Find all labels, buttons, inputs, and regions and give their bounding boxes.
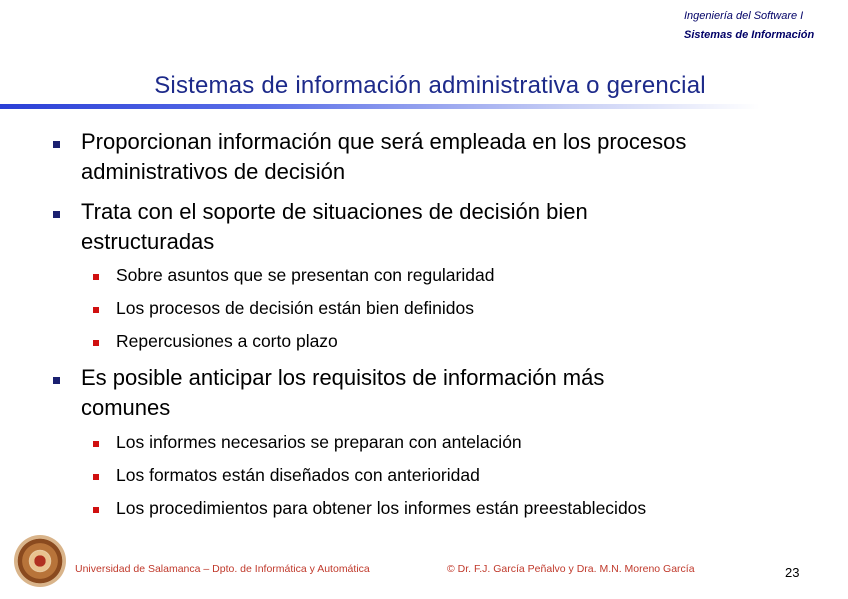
bullet-line: estructuradas: [81, 229, 215, 254]
header-course: Ingeniería del Software I: [684, 10, 804, 22]
bullet-line: administrativos de decisión: [81, 159, 346, 184]
bullet-marker: [53, 141, 60, 148]
bullet-item: [81, 127, 686, 187]
sub-bullet-marker: [93, 274, 99, 280]
bullet-marker: [53, 377, 60, 384]
sub-bullet-marker: [93, 507, 99, 513]
bullet-item: [81, 197, 588, 257]
sub-bullet-item: Los informes necesarios se preparan con antelación: [116, 432, 522, 452]
slide-title: Sistemas de información administrativa o gerencial: [154, 72, 706, 99]
bullet-line: Es posible anticipar los requisitos de información más: [81, 365, 605, 390]
sub-bullet-item: Sobre asuntos que se presentan con regularidad: [116, 265, 495, 285]
sub-bullet-marker: [93, 441, 99, 447]
title-underline: [0, 104, 760, 109]
sub-bullet-item: Los procedimientos para obtener los informes están preestablecidos: [116, 498, 647, 518]
sub-bullet-marker: [93, 474, 99, 480]
sub-bullet-marker: [93, 340, 99, 346]
header-topic: Sistemas de Información: [684, 29, 815, 41]
page-number: 23: [785, 565, 800, 580]
bullet-line: Trata con el soporte de situaciones de decisión bien: [81, 199, 588, 224]
footer-institution: Universidad de Salamanca – Dpto. de Informática y Automática: [75, 563, 370, 575]
sub-bullet-item: Repercusiones a corto plazo: [116, 331, 338, 351]
footer-authors: © Dr. F.J. García Peñalvo y Dra. M.N. Moreno García: [447, 563, 695, 575]
bullet-line: comunes: [81, 395, 171, 420]
sub-bullet-marker: [93, 307, 99, 313]
bullet-marker: [53, 211, 60, 218]
university-seal-logo: [14, 535, 66, 587]
sub-bullet-item: Los procesos de decisión están bien definidos: [116, 298, 475, 318]
sub-bullet-item: Los formatos están diseñados con anterioridad: [116, 465, 480, 485]
bullet-item: [81, 363, 604, 423]
bullet-line: Proporcionan información que será empleada en los procesos: [81, 129, 687, 154]
